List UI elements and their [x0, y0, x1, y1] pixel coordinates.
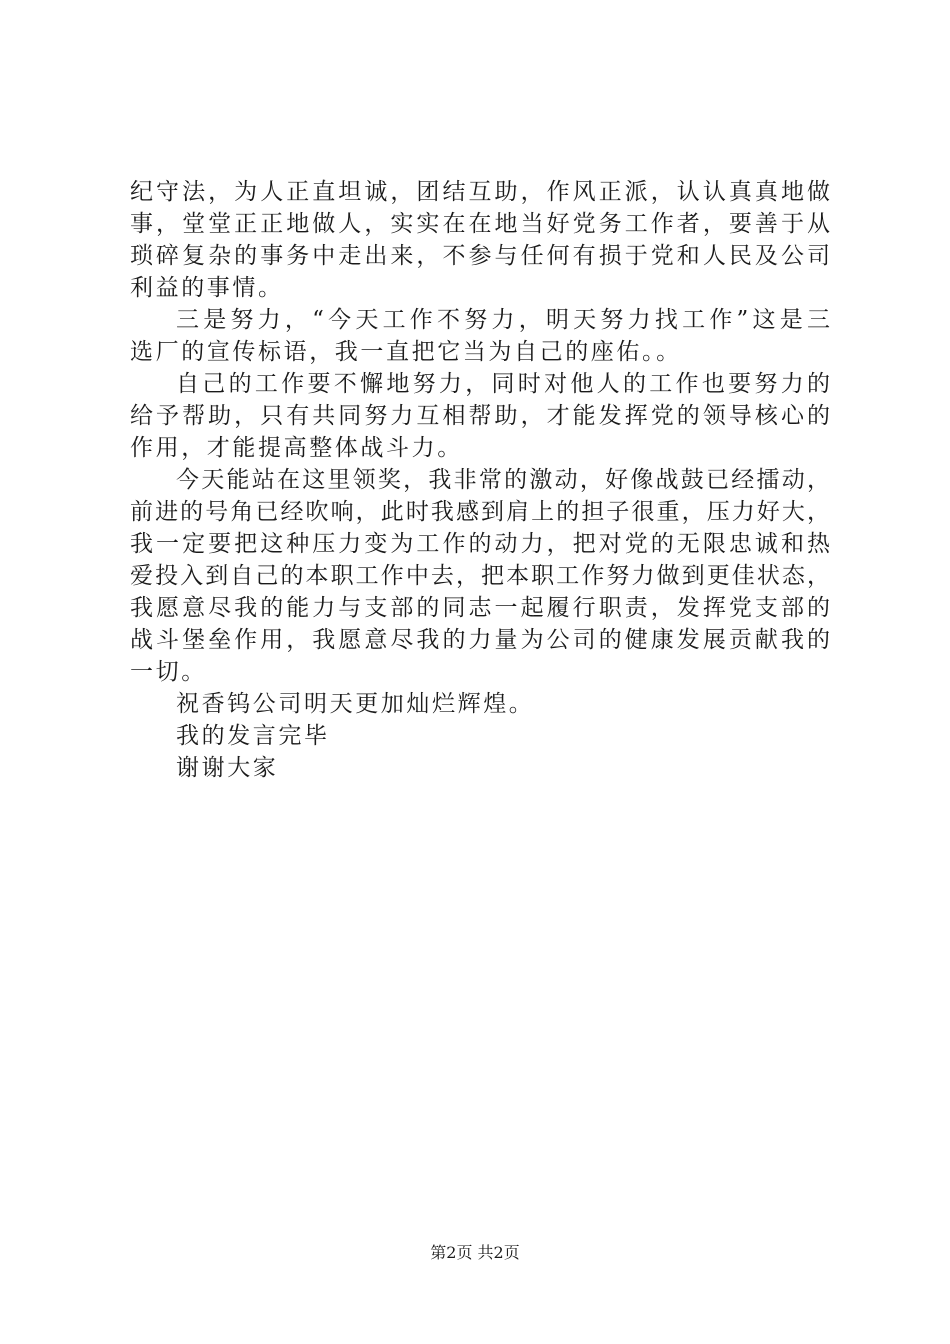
body-text-line: 前进的号角已经吹响，此时我感到肩上的担子很重，压力好大， [130, 499, 830, 525]
body-text-line: 祝香钨公司明天更加灿烂辉煌。 [176, 691, 535, 717]
body-text-line: 今天能站在这里领奖，我非常的激动，好像战鼓已经擂动， [176, 467, 830, 493]
body-text-line: 自己的工作要不懈地努力，同时对他人的工作也要努力的 [176, 371, 830, 397]
body-text-line: 选厂的宣传标语，我一直把它当为自己的座佑。。 [130, 339, 682, 365]
body-text-line: 给予帮助，只有共同努力互相帮助，才能发挥党的领导核心的 [130, 403, 830, 429]
body-text-line: 作用，才能提高整体战斗力。 [130, 435, 463, 461]
body-text-line: 我一定要把这种压力变为工作的动力，把对党的无限忠诚和热 [130, 531, 830, 557]
body-text-line: 事，堂堂正正地做人，实实在在地当好党务工作者，要善于从 [130, 211, 830, 237]
body-text-line: 我的发言完毕 [176, 723, 330, 749]
body-text-line: 爱投入到自己的本职工作中去，把本职工作努力做到更佳状态， [130, 563, 830, 589]
body-text-line: 战斗堡垒作用，我愿意尽我的力量为公司的健康发展贡献我的 [130, 627, 830, 653]
body-text-line: 我愿意尽我的能力与支部的同志一起履行职责，发挥党支部的 [130, 595, 830, 621]
body-text-line: 三是努力，“今天工作不努力，明天努力找工作”这是三 [176, 307, 830, 333]
page-footer: 第2页 共2页 [430, 1243, 520, 1262]
body-text-line: 琐碎复杂的事务中走出来，不参与任何有损于党和人民及公司 [130, 243, 830, 269]
body-text-line: 一切。 [130, 659, 207, 685]
body-text-line: 纪守法，为人正直坦诚，团结互助，作风正派，认认真真地做 [130, 179, 830, 205]
body-text-line: 利益的事情。 [130, 275, 284, 301]
body-text-line: 谢谢大家 [176, 755, 279, 781]
